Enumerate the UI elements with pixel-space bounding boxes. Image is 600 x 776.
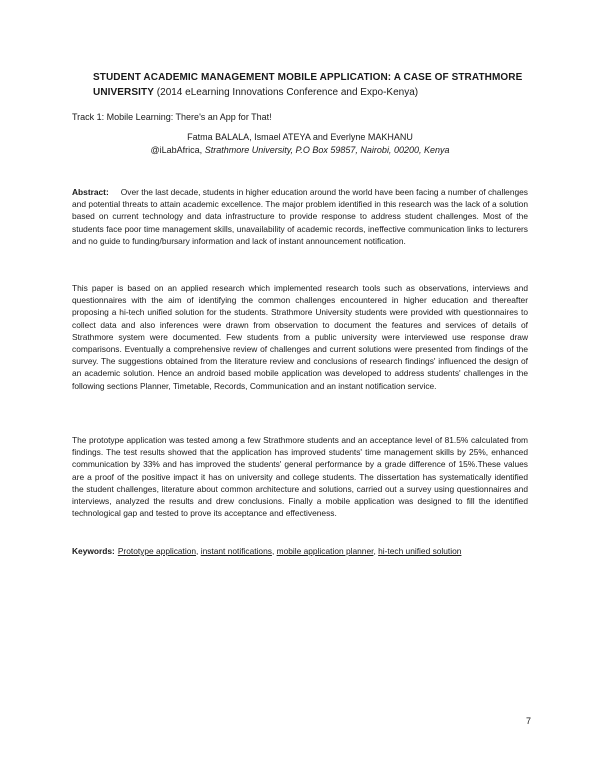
author-names: Fatma BALALA, Ismael ATEYA and Everlyne MAKHANU: [187, 132, 413, 142]
body-paragraph-2: The prototype application was tested among a few Strathmore students and an acceptance level of 81.5% calculated from findings. The test results showed that the application has improved students' time management skills by 25%, enhanced communication by 33% and has improved the students' general performance by a grade difference of 15%.These values are a proof of the positive impact it has on university and college students. The dissertation has systematically identified the student challenges, literature about common architecture and solutions, carried out a survey using questionnaires and interviews, analyzed the results and drew conclusions. Finally a mobile application was designed to fill the identified technological gap and tested to prove its acceptance and effectiveness.: [72, 435, 528, 519]
keyword-separator: ,: [373, 546, 379, 556]
abstract-text: Over the last decade, students in higher education around the world have been facing a number of challenges and potential threats to attain academic excellence. The major problem identified in this research was the lack of a solution based on current technology and data infrastructure to provide response to address student challenges. Most of the students face poor time management skills, unavailability of academic records, ineffective communication links to lecturers and no guide to funding/bursary information and lack of instant announcement notification.: [72, 187, 528, 246]
keyword-link[interactable]: hi-tech unified solution: [378, 546, 462, 556]
body-paragraph-1: This paper is based on an applied research which implemented research tools such as observations, interviews and questionnaires with the aim of identifying the common challenges encountered in higher education and thereafter proposing a hi-tech unified solution for the students. Strathmore University students were provided with questionnaires to collect data and also inferences were drawn from observation to document the features and services of details of Strathmore system were documented. Few students from a public university were interviewed use response draw comparisons. Eventually a comprehensive review of challenges and current solutions were presented from findings of the survey. The suggestions obtained from the literature review and conclusions of research findings' influenced the design of an academic solution. Hence an android based mobile application was developed to address students' challenges in the following sections Planner, Timetable, Records, Communication and an instant notification service.: [72, 283, 528, 391]
title-main: STUDENT ACADEMIC MANAGEMENT MOBILE APPLICATION: A CASE OF STRATHMORE UNIVERSITY: [93, 72, 523, 98]
author-affiliation: [72, 144, 528, 157]
keywords-line: [72, 545, 528, 557]
keywords-label: Keywords:: [72, 546, 115, 556]
author-block: [72, 131, 528, 157]
keyword-link[interactable]: instant notifications: [200, 546, 272, 556]
abstract-paragraph: [72, 186, 528, 247]
page-number: 7: [525, 716, 531, 726]
abstract-label: Abstract:: [72, 187, 109, 197]
title-conference: (2014 eLearning Innovations Conference and Expo-Kenya): [156, 87, 419, 98]
keyword-separator: ,: [196, 546, 201, 556]
keyword-separator: ,: [271, 546, 277, 556]
track-line: Track 1: Mobile Learning: There's an App for That!: [72, 112, 272, 122]
paper-title: [93, 70, 523, 100]
keyword-link[interactable]: Prototype application: [117, 546, 197, 556]
keyword-link[interactable]: mobile application planner: [276, 546, 374, 556]
affiliation-org: @iLabAfrica,: [150, 145, 203, 155]
affiliation-address: Strathmore University, P.O Box 59857, Nairobi, 00200, Kenya: [204, 145, 450, 155]
